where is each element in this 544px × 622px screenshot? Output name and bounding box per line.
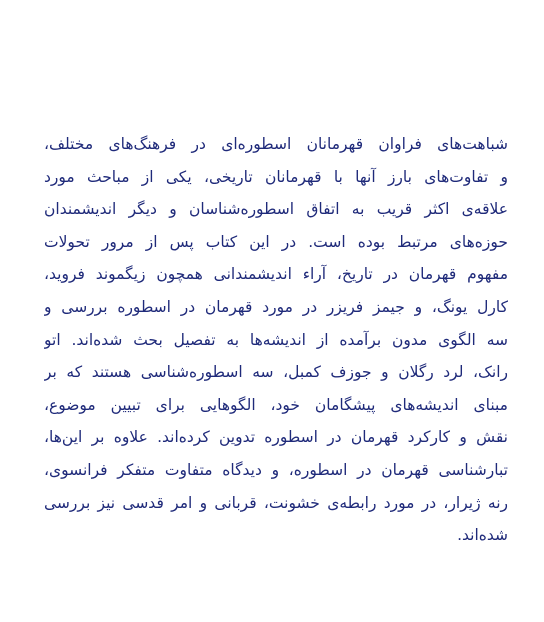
- text-line-10: نقش و کارکرد قهرمان در اسطوره تدوین کرده‌اند. علاوه بر این‌ها،: [44, 428, 508, 447]
- text-line-13: شده‌اند.: [457, 526, 508, 545]
- paragraph: [44, 128, 508, 552]
- text-line-5: مفهوم قهرمان در تاریخ، آراء اندیشمندانی همچون زیگموند فروید،: [44, 265, 508, 284]
- text-line-2: و تفاوت‌های بارز آنها با قهرمانان تاریخی، یکی از مباحث مورد: [44, 167, 508, 186]
- text-line-1: شباهت‌های فراوان قهرمانان اسطوره‌ای در فرهنگ‌های مختلف،: [44, 135, 508, 153]
- text-line-7: سه الگوی مدون برآمده از اندیشه‌ها به تفصیل بحث شده‌اند. اتو: [44, 330, 508, 349]
- text-line-6: کارل یونگ، و جیمز فریزر در مورد قهرمان در اسطوره بررسی و: [44, 297, 508, 316]
- text-line-3: علاقه‌ی اکثر قریب به اتفاق اسطوره‌شناسان و دیگر اندیشمندان: [44, 200, 508, 219]
- text-line-4: حوزه‌های مرتبط بوده است. در این کتاب پس از مرور تحولات: [44, 232, 508, 251]
- text-line-9: مبنای اندیشه‌های پیشگامان خود، الگوهایی برای تبیین موضوع،: [44, 395, 508, 414]
- text-line-11: تبارشناسی قهرمان در اسطوره، و دیدگاه متفاوت متفکر فرانسوی،: [44, 460, 508, 479]
- text-line-8: رانک، لرد رگلان و جوزف کمبل، سه اسطوره‌شناسی هستند که بر: [44, 363, 508, 382]
- text-line-12: رنه ژیرار، در مورد رابطه‌ی خشونت، قربانی و امر قدسی نیز بررسی: [44, 493, 508, 512]
